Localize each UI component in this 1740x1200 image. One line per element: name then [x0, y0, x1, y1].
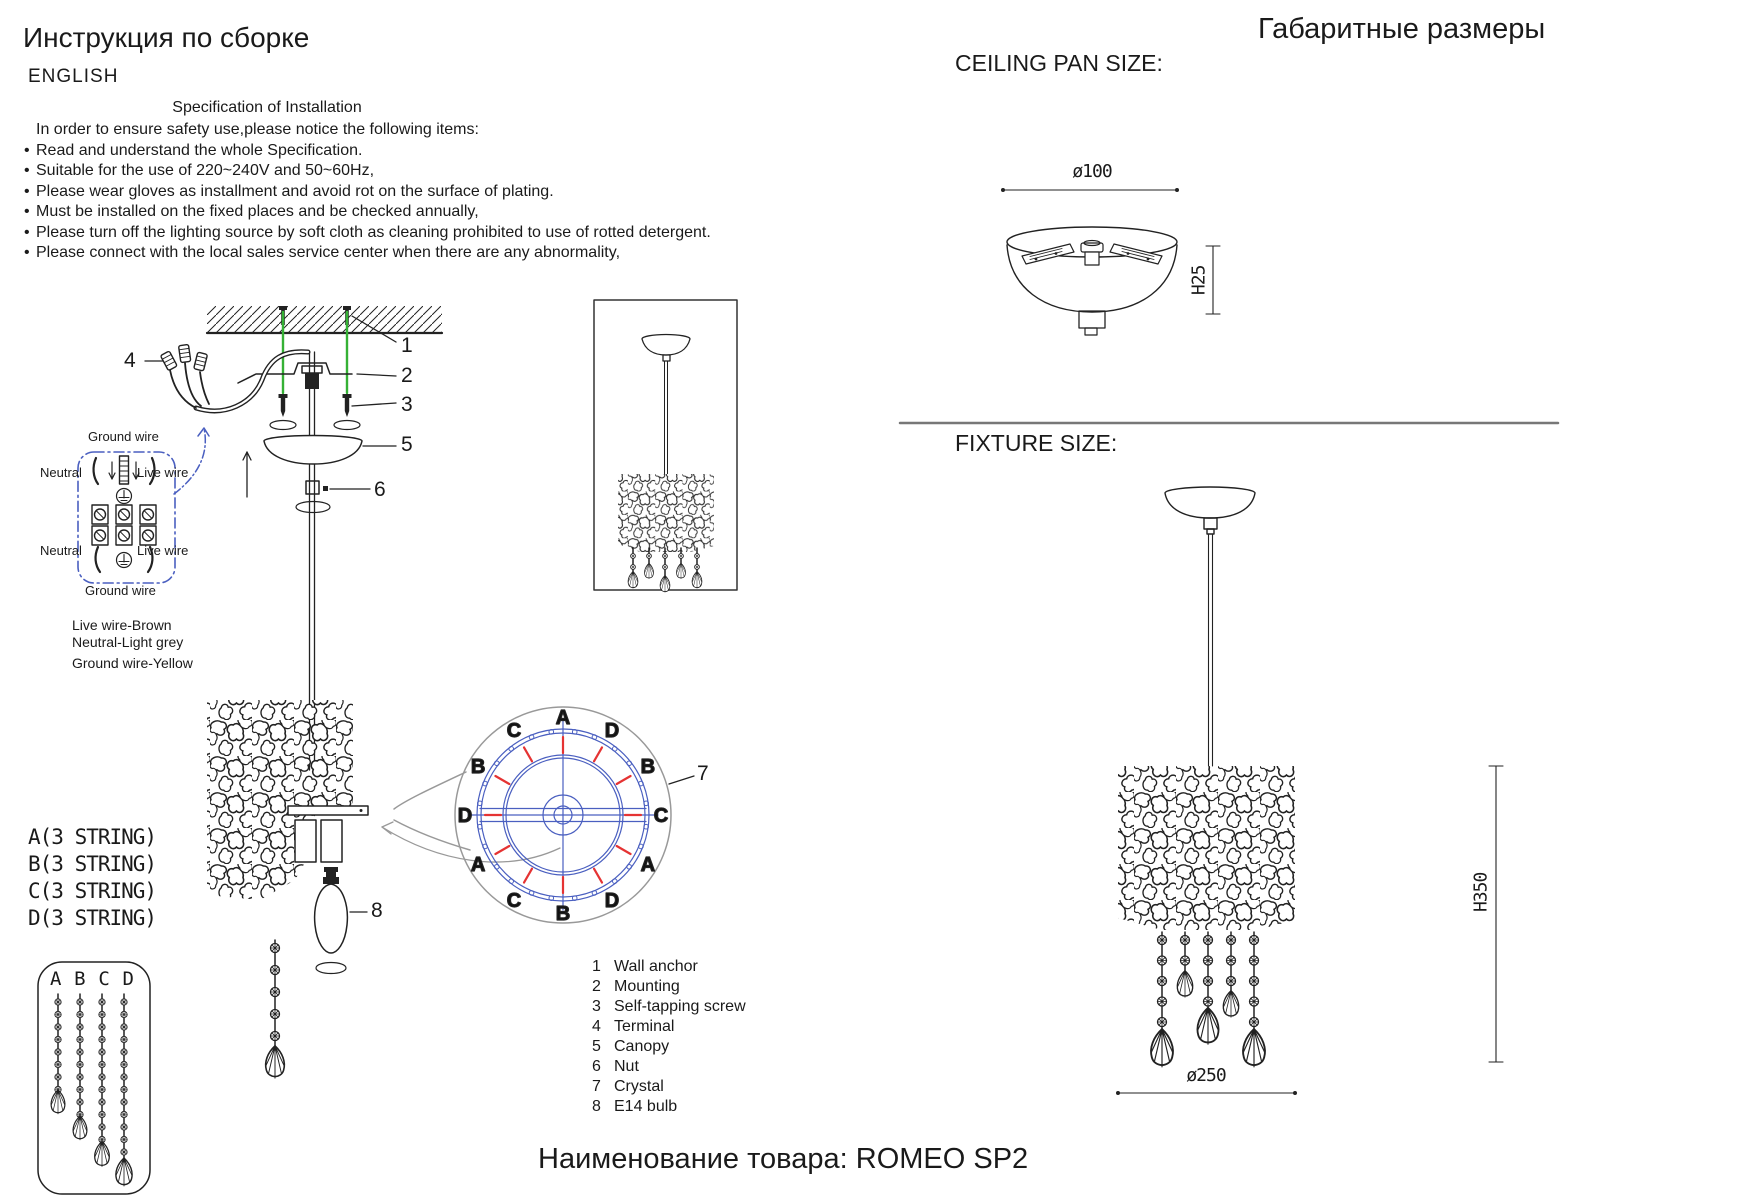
assembly-diagram — [38, 188, 1558, 1194]
wiring-label-neutral-bottom: Neutral — [40, 543, 82, 558]
callout-4: 4 — [124, 349, 136, 372]
parts-row: 3 Self-tapping screw — [592, 998, 746, 1015]
string-count-c: C(3 STRING) — [28, 879, 157, 903]
finished-view-inset — [594, 300, 737, 590]
crystal-position-label: A — [470, 854, 486, 876]
parts-row: 6 Nut — [592, 1058, 639, 1075]
nut-drawing — [306, 481, 319, 494]
terminal-drawing — [160, 344, 209, 408]
crystal-position-label: A — [640, 854, 656, 876]
crystal-position-label: D — [604, 889, 620, 912]
crystal-position-label: B — [555, 903, 571, 925]
crystal-position-label: D — [457, 805, 473, 827]
callout-2: 2 — [401, 364, 413, 387]
spec-list — [24, 142, 711, 264]
wire-color-live: Live wire-Brown — [72, 617, 172, 633]
mounting-bracket-drawing — [238, 363, 352, 383]
spec-item: • Suitable for the use of 220~240V and 50~60Hz, — [24, 162, 375, 180]
callout-1: 1 — [401, 334, 413, 357]
product-name-label: Наименование товара: ROMEO SP2 — [538, 1143, 1029, 1175]
string-count-b: B(3 STRING) — [28, 852, 157, 876]
spec-heading: Specification of Installation — [172, 99, 362, 116]
parts-row: 1 Wall anchor — [592, 958, 698, 975]
language-label: ENGLISH — [28, 66, 119, 87]
dim-ceiling-height: H25 — [1188, 265, 1210, 296]
crystal-position-label: A — [555, 707, 571, 729]
string-count-labels — [28, 824, 156, 932]
spec-item: • Please connect with the local sales service center when there are any abnormality, — [24, 243, 621, 261]
parts-row: 4 Terminal — [592, 1018, 675, 1035]
string-count-d: D(3 STRING) — [28, 906, 157, 930]
parts-row: 5 Canopy — [592, 1038, 670, 1055]
wiring-label-neutral-top: Neutral — [40, 465, 82, 480]
string-letter-c: C — [98, 968, 110, 990]
wiring-label-ground-bottom: Ground wire — [85, 583, 156, 598]
crystal-position-label: D — [604, 720, 620, 743]
dim-fixture-height: H350 — [1470, 872, 1492, 913]
bulb-drawing — [323, 867, 339, 884]
spec-item: • Must be installed on the fixed places and be checked annually, — [24, 203, 479, 221]
string-letter-d: D — [122, 968, 134, 990]
dim-fixture-diameter: ø250 — [1186, 1065, 1226, 1086]
parts-row: 7 Crystal — [592, 1078, 664, 1095]
spec-item: • Read and understand the whole Specification. — [24, 142, 363, 159]
callout-3: 3 — [401, 393, 413, 416]
parts-row: 8 E14 bulb — [592, 1098, 678, 1115]
parts-row: 2 Mounting — [592, 978, 680, 995]
spec-intro: In order to ensure safety use,please notice the following items: — [36, 121, 479, 138]
crystal-cluster-drawing — [207, 700, 368, 974]
callout-7: 7 — [697, 762, 709, 785]
wiring-label-ground-top: Ground wire — [88, 429, 159, 444]
string-letter-b: B — [74, 968, 86, 990]
ceiling-pan-heading: CEILING PAN SIZE: — [955, 50, 1163, 76]
canopy-drawing — [264, 436, 362, 464]
crystal-position-label: C — [506, 889, 522, 912]
string-letter-a: A — [50, 968, 62, 990]
crystal-position-label: B — [470, 756, 486, 778]
callout-6: 6 — [374, 478, 386, 501]
string-count-a: A(3 STRING) — [28, 825, 157, 849]
crystal-position-label: B — [640, 756, 656, 778]
callout-8: 8 — [371, 899, 383, 922]
parts-list — [592, 958, 746, 1118]
string-box-letters — [50, 969, 134, 991]
spec-item: • Please turn off the lighting source by soft cloth as cleaning prohibited to use of rotted detergent. — [24, 223, 711, 241]
ceiling-hatch — [207, 306, 442, 332]
dim-ceiling-diameter: ø100 — [1072, 161, 1112, 182]
wire-color-ground: Ground wire-Yellow — [72, 655, 193, 671]
fixture-drawing — [1116, 487, 1503, 1095]
dimensions-title: Габаритные размеры — [1258, 13, 1546, 45]
wire-color-neutral: Neutral-Light grey — [72, 634, 184, 650]
crystal-position-label: C — [506, 720, 522, 743]
spec-item: • Please wear gloves as installment and avoid rot on the surface of plating. — [24, 182, 554, 200]
crystal-position-label: C — [653, 805, 669, 827]
wiring-label-live-top: Live wire — [137, 465, 189, 480]
page-title: Инструкция по сборке — [23, 22, 310, 53]
wiring-label-live-bottom: Live wire — [137, 543, 189, 558]
wiring-inset-drawing — [78, 428, 209, 583]
crystal-layout-circle — [382, 707, 671, 925]
fixture-heading: FIXTURE SIZE: — [955, 430, 1118, 456]
callout-5: 5 — [401, 433, 413, 456]
ceiling-pan-drawing — [1001, 188, 1220, 335]
